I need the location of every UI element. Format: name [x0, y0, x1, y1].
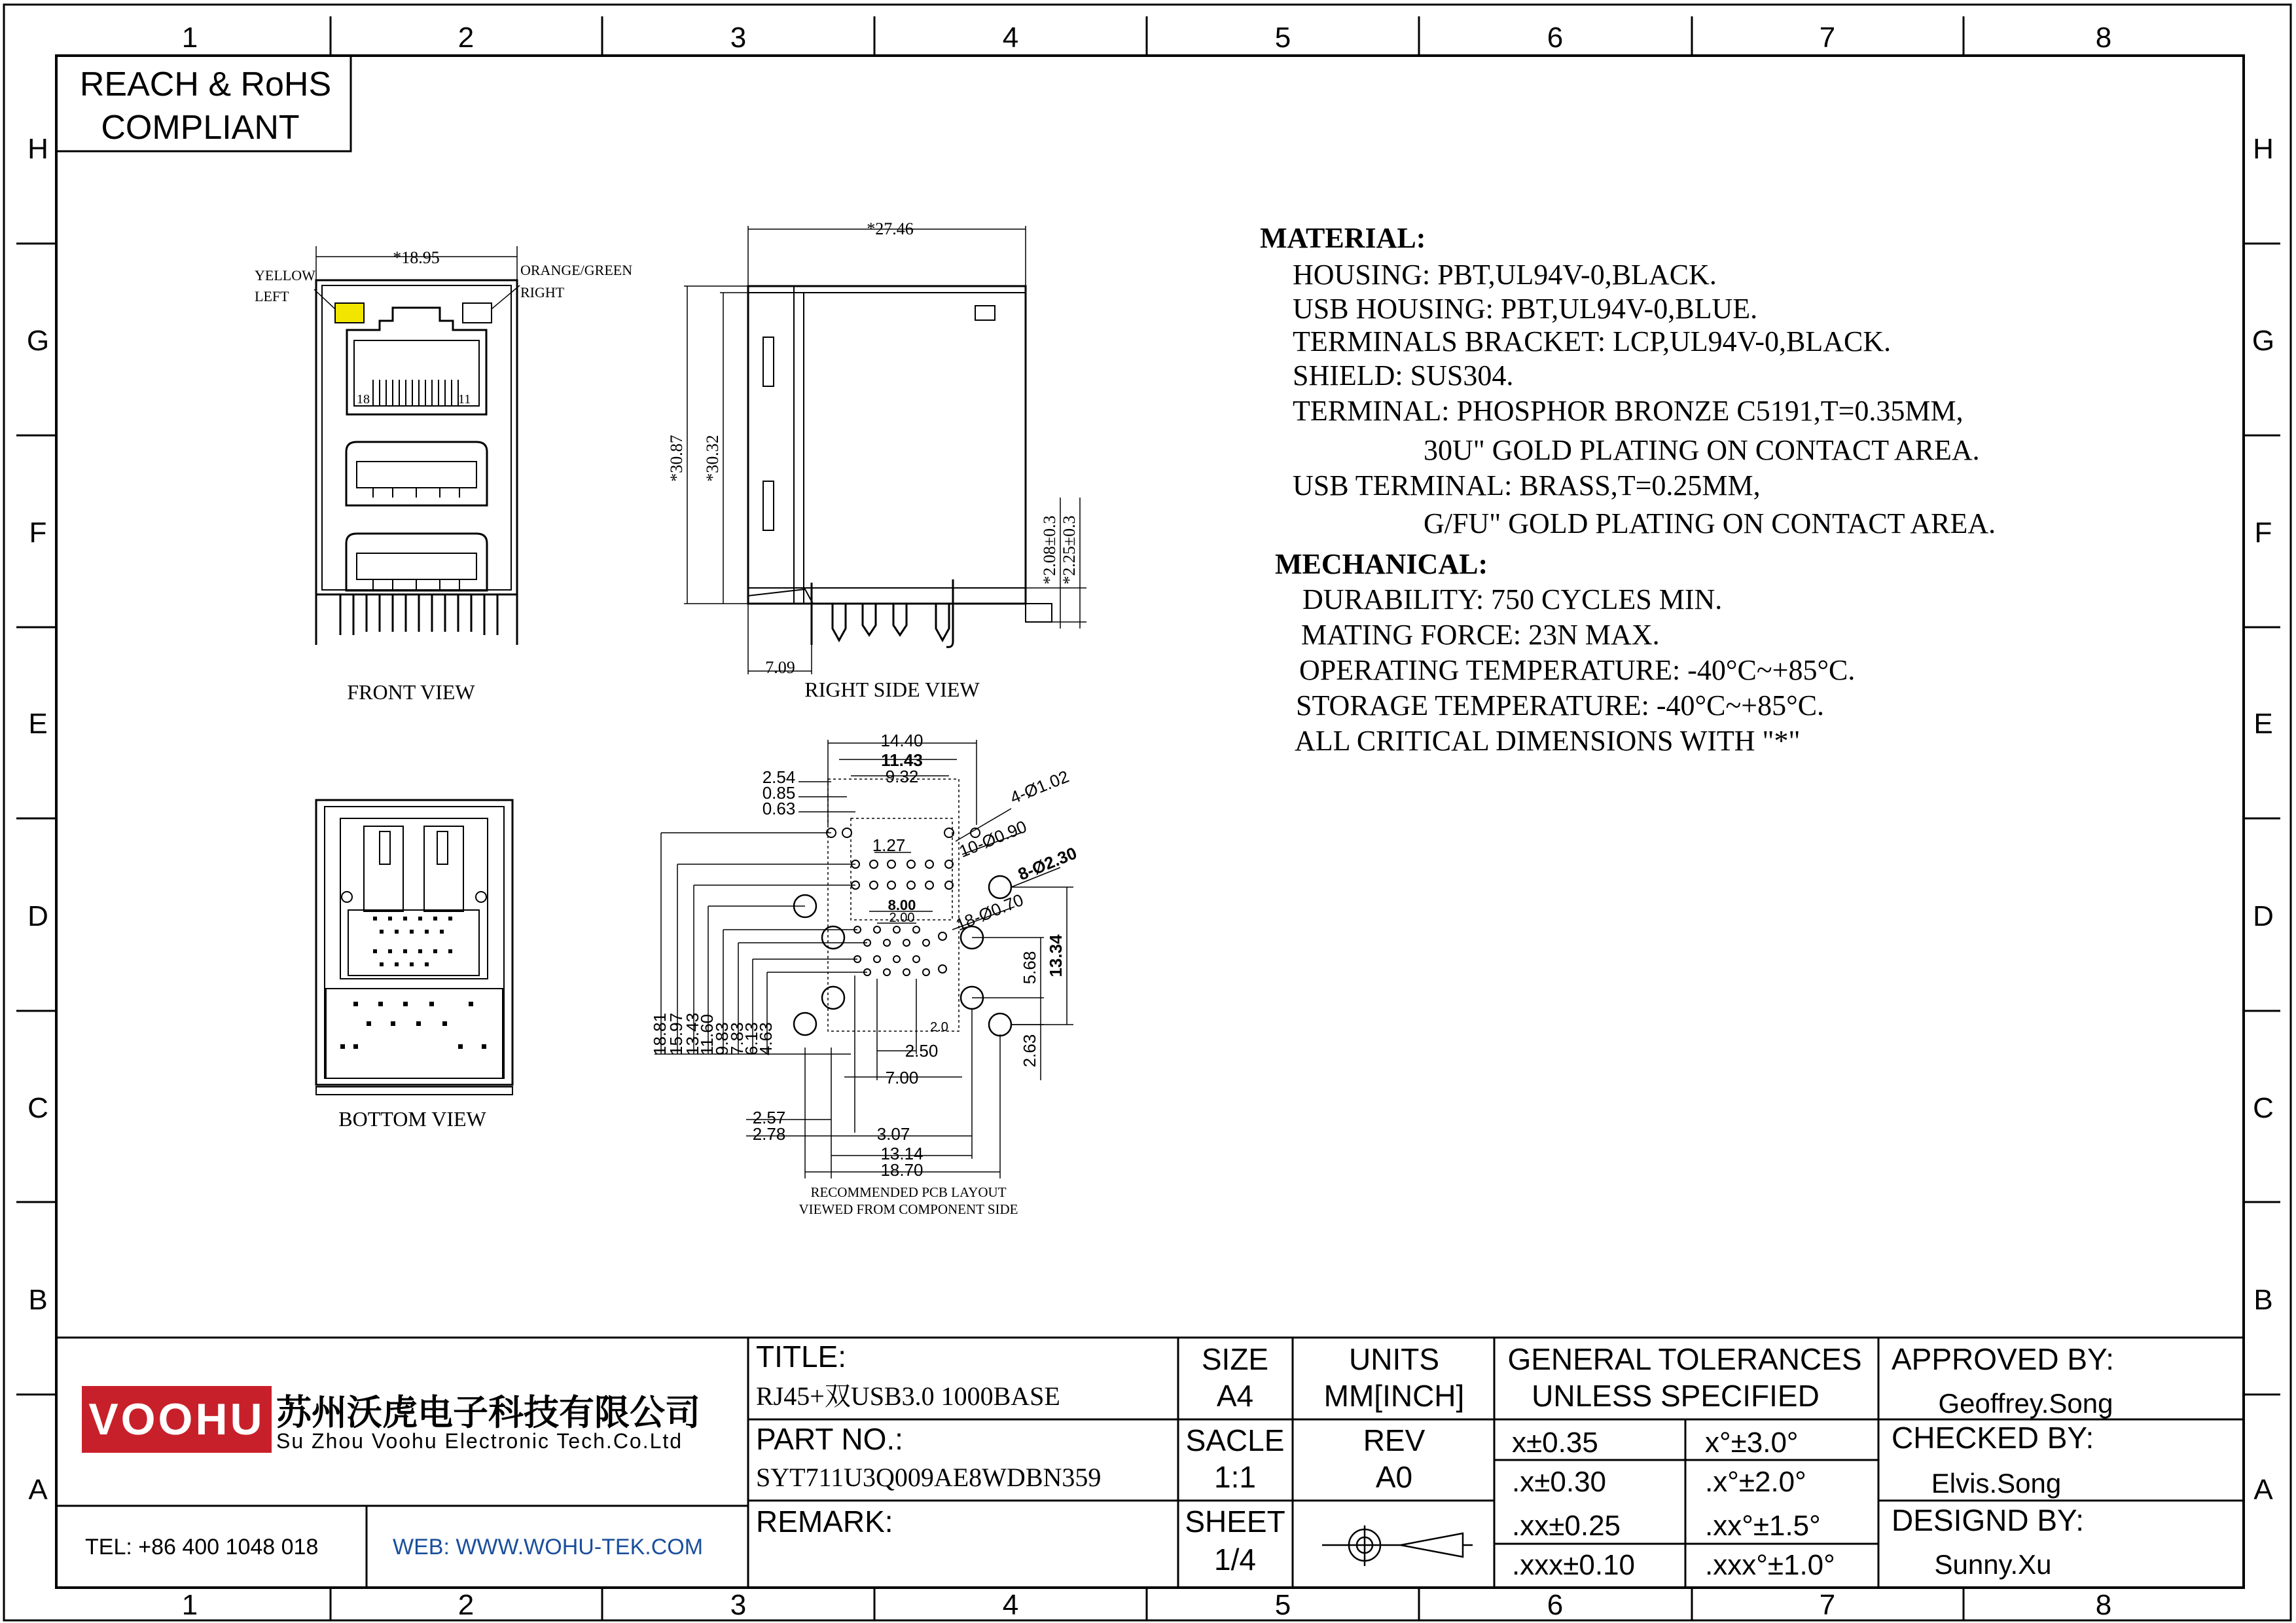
row-label: D [27, 900, 48, 932]
front-view-title: FRONT VIEW [347, 680, 475, 704]
col-label: 2 [457, 22, 475, 54]
col-label: 6 [1547, 22, 1564, 54]
dim-pcb-left-7: 4.63 [756, 1022, 776, 1055]
dim-pcb-3-07: 3.07 [876, 1124, 910, 1144]
scale-label: SACLE [1185, 1423, 1285, 1457]
col-label: 8 [2095, 1589, 2112, 1621]
dim-pcb-2-78: 2.78 [752, 1124, 786, 1144]
scale-value: 1:1 [1214, 1460, 1256, 1494]
orange-green-led [463, 303, 492, 323]
mechanical-line: MATING FORCE: 23N MAX. [1301, 619, 1660, 651]
front-view [316, 246, 517, 645]
tel-number: TEL: +86 400 1048 018 [85, 1535, 319, 1559]
size-value: A4 [1216, 1379, 1254, 1413]
hole-callout-8: 8-Ø2.30 [1015, 843, 1080, 884]
pcb-caption-1: RECOMMENDED PCB LAYOUT [810, 1184, 1007, 1200]
dim-pcb-13-34: 13.34 [1046, 934, 1066, 977]
hole-callout-10: 10-Ø0.90 [956, 816, 1030, 862]
company-name-en: Su Zhou Voohu Electronic Tech.Co.Ltd [276, 1429, 683, 1453]
tolerance-linear: .xx±0.25 [1512, 1510, 1621, 1542]
material-line: USB TERMINAL: BRASS,T=0.25MM, [1293, 469, 1761, 501]
pcb-layout [655, 740, 1073, 1178]
dim-pcb-8-00: 8.00 [888, 897, 916, 913]
voohu-logo [82, 1386, 272, 1453]
dim-pcb-2-00: 2.00 [889, 911, 915, 925]
dim-pcb-2-57: 2.57 [752, 1108, 786, 1127]
projection-symbol-icon [1322, 1525, 1473, 1566]
col-label: 6 [1547, 1589, 1564, 1621]
row-label: D [2253, 900, 2274, 932]
col-label: 7 [1819, 1589, 1836, 1621]
company-name-cn: 苏州沃虎电子科技有限公司 [276, 1393, 700, 1432]
part-label: PART NO.: [756, 1422, 903, 1456]
mechanical-line: OPERATING TEMPERATURE: -40°C~+85°C. [1299, 654, 1856, 686]
row-label: C [2253, 1092, 2274, 1124]
designed-label: DESIGND BY: [1892, 1503, 2084, 1537]
pin-label-left: 18 [357, 392, 370, 407]
rev-value: A0 [1375, 1460, 1413, 1494]
hole-callout-18: 18-Ø0.70 [953, 890, 1026, 935]
led-label-left: LEFT [255, 288, 289, 304]
remark-label: REMARK: [756, 1504, 893, 1539]
dim-pcb-0-63: 0.63 [762, 799, 796, 818]
dim-pin-1: *2.08±0.3 [1040, 515, 1059, 585]
dim-pcb-left-3: 11.60 [697, 1013, 717, 1055]
mechanical-line: ALL CRITICAL DIMENSIONS WITH "*" [1295, 725, 1801, 757]
row-label: A [2253, 1474, 2273, 1506]
material-line: TERMINAL: PHOSPHOR BRONZE C5191,T=0.35MM, [1293, 395, 1964, 427]
dim-side-offset: 7.09 [765, 658, 795, 677]
dim-side-height-2: *30.32 [703, 435, 722, 482]
tolerance-angular: .xx°±1.5° [1705, 1510, 1821, 1542]
drawing-frame [4, 5, 2291, 1620]
dim-pcb-left-0: 18.81 [650, 1012, 670, 1055]
col-label: 5 [1274, 1589, 1291, 1621]
tolerance-angular: .x°±2.0° [1705, 1466, 1806, 1498]
front-view-labels [255, 248, 632, 704]
dim-pcb-left-2: 13.43 [683, 1012, 702, 1055]
dim-pcb-7-00: 7.00 [885, 1068, 919, 1087]
checked-label: CHECKED BY: [1892, 1421, 2094, 1455]
part-value: SYT711U3Q009AE8WDBN359 [756, 1463, 1102, 1492]
checked-value: Elvis.Song [1931, 1468, 2062, 1499]
rev-label: REV [1363, 1423, 1426, 1457]
row-label: E [2253, 708, 2273, 740]
material-line: HOUSING: PBT,UL94V-0,BLACK. [1293, 259, 1717, 291]
hole-callout-4: 4-Ø1.02 [1007, 766, 1072, 808]
row-label: B [28, 1284, 48, 1316]
material-line: G/FU" GOLD PLATING ON CONTACT AREA. [1424, 507, 1996, 539]
dim-pcb-14-40: 14.40 [880, 731, 924, 750]
dim-pcb-left-5: 7.83 [727, 1022, 747, 1055]
dim-side-height-1: *30.87 [667, 435, 686, 482]
col-label: 3 [730, 1589, 747, 1621]
dim-pcb-0-85: 0.85 [762, 783, 796, 803]
dim-pcb-left-1: 15.97 [666, 1012, 686, 1055]
material-heading: MATERIAL: [1260, 222, 1426, 254]
material-line: USB HOUSING: PBT,UL94V-0,BLUE. [1293, 293, 1758, 325]
col-label: 1 [181, 1589, 198, 1621]
sheet-label: SHEET [1185, 1504, 1285, 1539]
approved-label: APPROVED BY: [1892, 1342, 2115, 1376]
dim-pcb-18-70: 18.70 [880, 1160, 924, 1180]
web-link[interactable]: WEB: WWW.WOHU-TEK.COM [393, 1535, 704, 1559]
dim-pcb-2-0: 2.0 [930, 1020, 948, 1034]
pcb-caption-2: VIEWED FROM COMPONENT SIDE [798, 1201, 1018, 1217]
dim-pin-2: *2.25±0.3 [1060, 515, 1079, 585]
dim-pcb-2-50: 2.50 [905, 1041, 939, 1061]
tolerance-heading-2: UNLESS SPECIFIED [1532, 1379, 1820, 1413]
approved-value: Geoffrey.Song [1938, 1388, 2113, 1419]
row-label: F [2254, 517, 2272, 549]
dim-pcb-2-63: 2.63 [1020, 1034, 1039, 1068]
units-label: UNITS [1349, 1342, 1439, 1376]
row-label: F [29, 517, 47, 549]
bottom-view-labels [338, 1107, 486, 1131]
tolerance-heading-1: GENERAL TOLERANCES [1507, 1342, 1862, 1376]
row-label: H [2253, 133, 2274, 165]
material-line: SHIELD: SUS304. [1293, 359, 1514, 392]
dim-pcb-9-32: 9.32 [885, 767, 919, 786]
right-side-view [684, 226, 1086, 674]
dim-front-width: *18.95 [393, 248, 440, 267]
compliance-box [56, 56, 351, 151]
dim-pcb-2-54: 2.54 [762, 767, 796, 787]
dim-pcb-left-6: 6.13 [742, 1022, 761, 1055]
pin-label-right: 11 [458, 392, 471, 407]
tolerance-angular: .xxx°±1.0° [1705, 1549, 1835, 1581]
mechanical-line: DURABILITY: 750 CYCLES MIN. [1302, 583, 1723, 615]
bottom-view [316, 800, 512, 1095]
led-label-right: RIGHT [520, 284, 565, 301]
material-line: 30U" GOLD PLATING ON CONTACT AREA. [1424, 434, 1980, 466]
dim-pcb-13-14: 13.14 [880, 1144, 924, 1163]
dim-pcb-1-27: 1.27 [872, 835, 906, 855]
col-label: 3 [730, 22, 747, 54]
dim-pcb-11-43: 11.43 [881, 750, 923, 770]
sheet-value: 1/4 [1214, 1542, 1256, 1577]
compliance-line-1: REACH & RoHS [79, 65, 332, 103]
tolerance-linear: .x±0.30 [1512, 1466, 1607, 1498]
dim-pcb-5-68: 5.68 [1020, 951, 1039, 985]
dim-pcb-left-4: 9.83 [712, 1022, 732, 1055]
designed-value: Sunny.Xu [1934, 1549, 2052, 1580]
col-label: 4 [1002, 1589, 1019, 1621]
yellow-led [335, 303, 364, 323]
row-label: A [28, 1474, 48, 1506]
tolerance-angular: x°±3.0° [1705, 1427, 1799, 1459]
title-label: TITLE: [756, 1340, 847, 1374]
title-value: RJ45+双USB3.0 1000BASE [756, 1381, 1060, 1411]
compliance-line-2: COMPLIANT [101, 109, 300, 147]
col-label: 2 [457, 1589, 475, 1621]
dim-side-width: *27.46 [867, 219, 914, 238]
row-label: C [27, 1092, 48, 1124]
col-label: 8 [2095, 22, 2112, 54]
tolerance-linear: x±0.35 [1512, 1427, 1598, 1459]
title-block-text [756, 1340, 2114, 1581]
row-label: B [2253, 1284, 2273, 1316]
row-label: G [26, 325, 50, 357]
mechanical-line: STORAGE TEMPERATURE: -40°C~+85°C. [1296, 689, 1825, 721]
logo-text: VOOHU [88, 1395, 265, 1444]
material-line: TERMINALS BRACKET: LCP,UL94V-0,BLACK. [1293, 325, 1892, 357]
bottom-view-title: BOTTOM VIEW [338, 1107, 486, 1131]
row-label: H [27, 133, 48, 165]
mechanical-heading: MECHANICAL: [1275, 548, 1488, 580]
tolerance-linear: .xxx±0.10 [1512, 1549, 1636, 1581]
size-label: SIZE [1201, 1342, 1269, 1376]
col-label: 4 [1002, 22, 1019, 54]
notes [1260, 222, 1996, 757]
col-label: 7 [1819, 22, 1836, 54]
col-label: 1 [181, 22, 198, 54]
row-label: E [28, 708, 48, 740]
units-value: MM[INCH] [1323, 1379, 1465, 1413]
led-label-yellow: YELLOW [255, 267, 315, 283]
led-label-orange-green: ORANGE/GREEN [520, 262, 633, 278]
right-side-view-title: RIGHT SIDE VIEW [804, 678, 980, 701]
row-label: G [2251, 325, 2275, 357]
col-label: 5 [1274, 22, 1291, 54]
